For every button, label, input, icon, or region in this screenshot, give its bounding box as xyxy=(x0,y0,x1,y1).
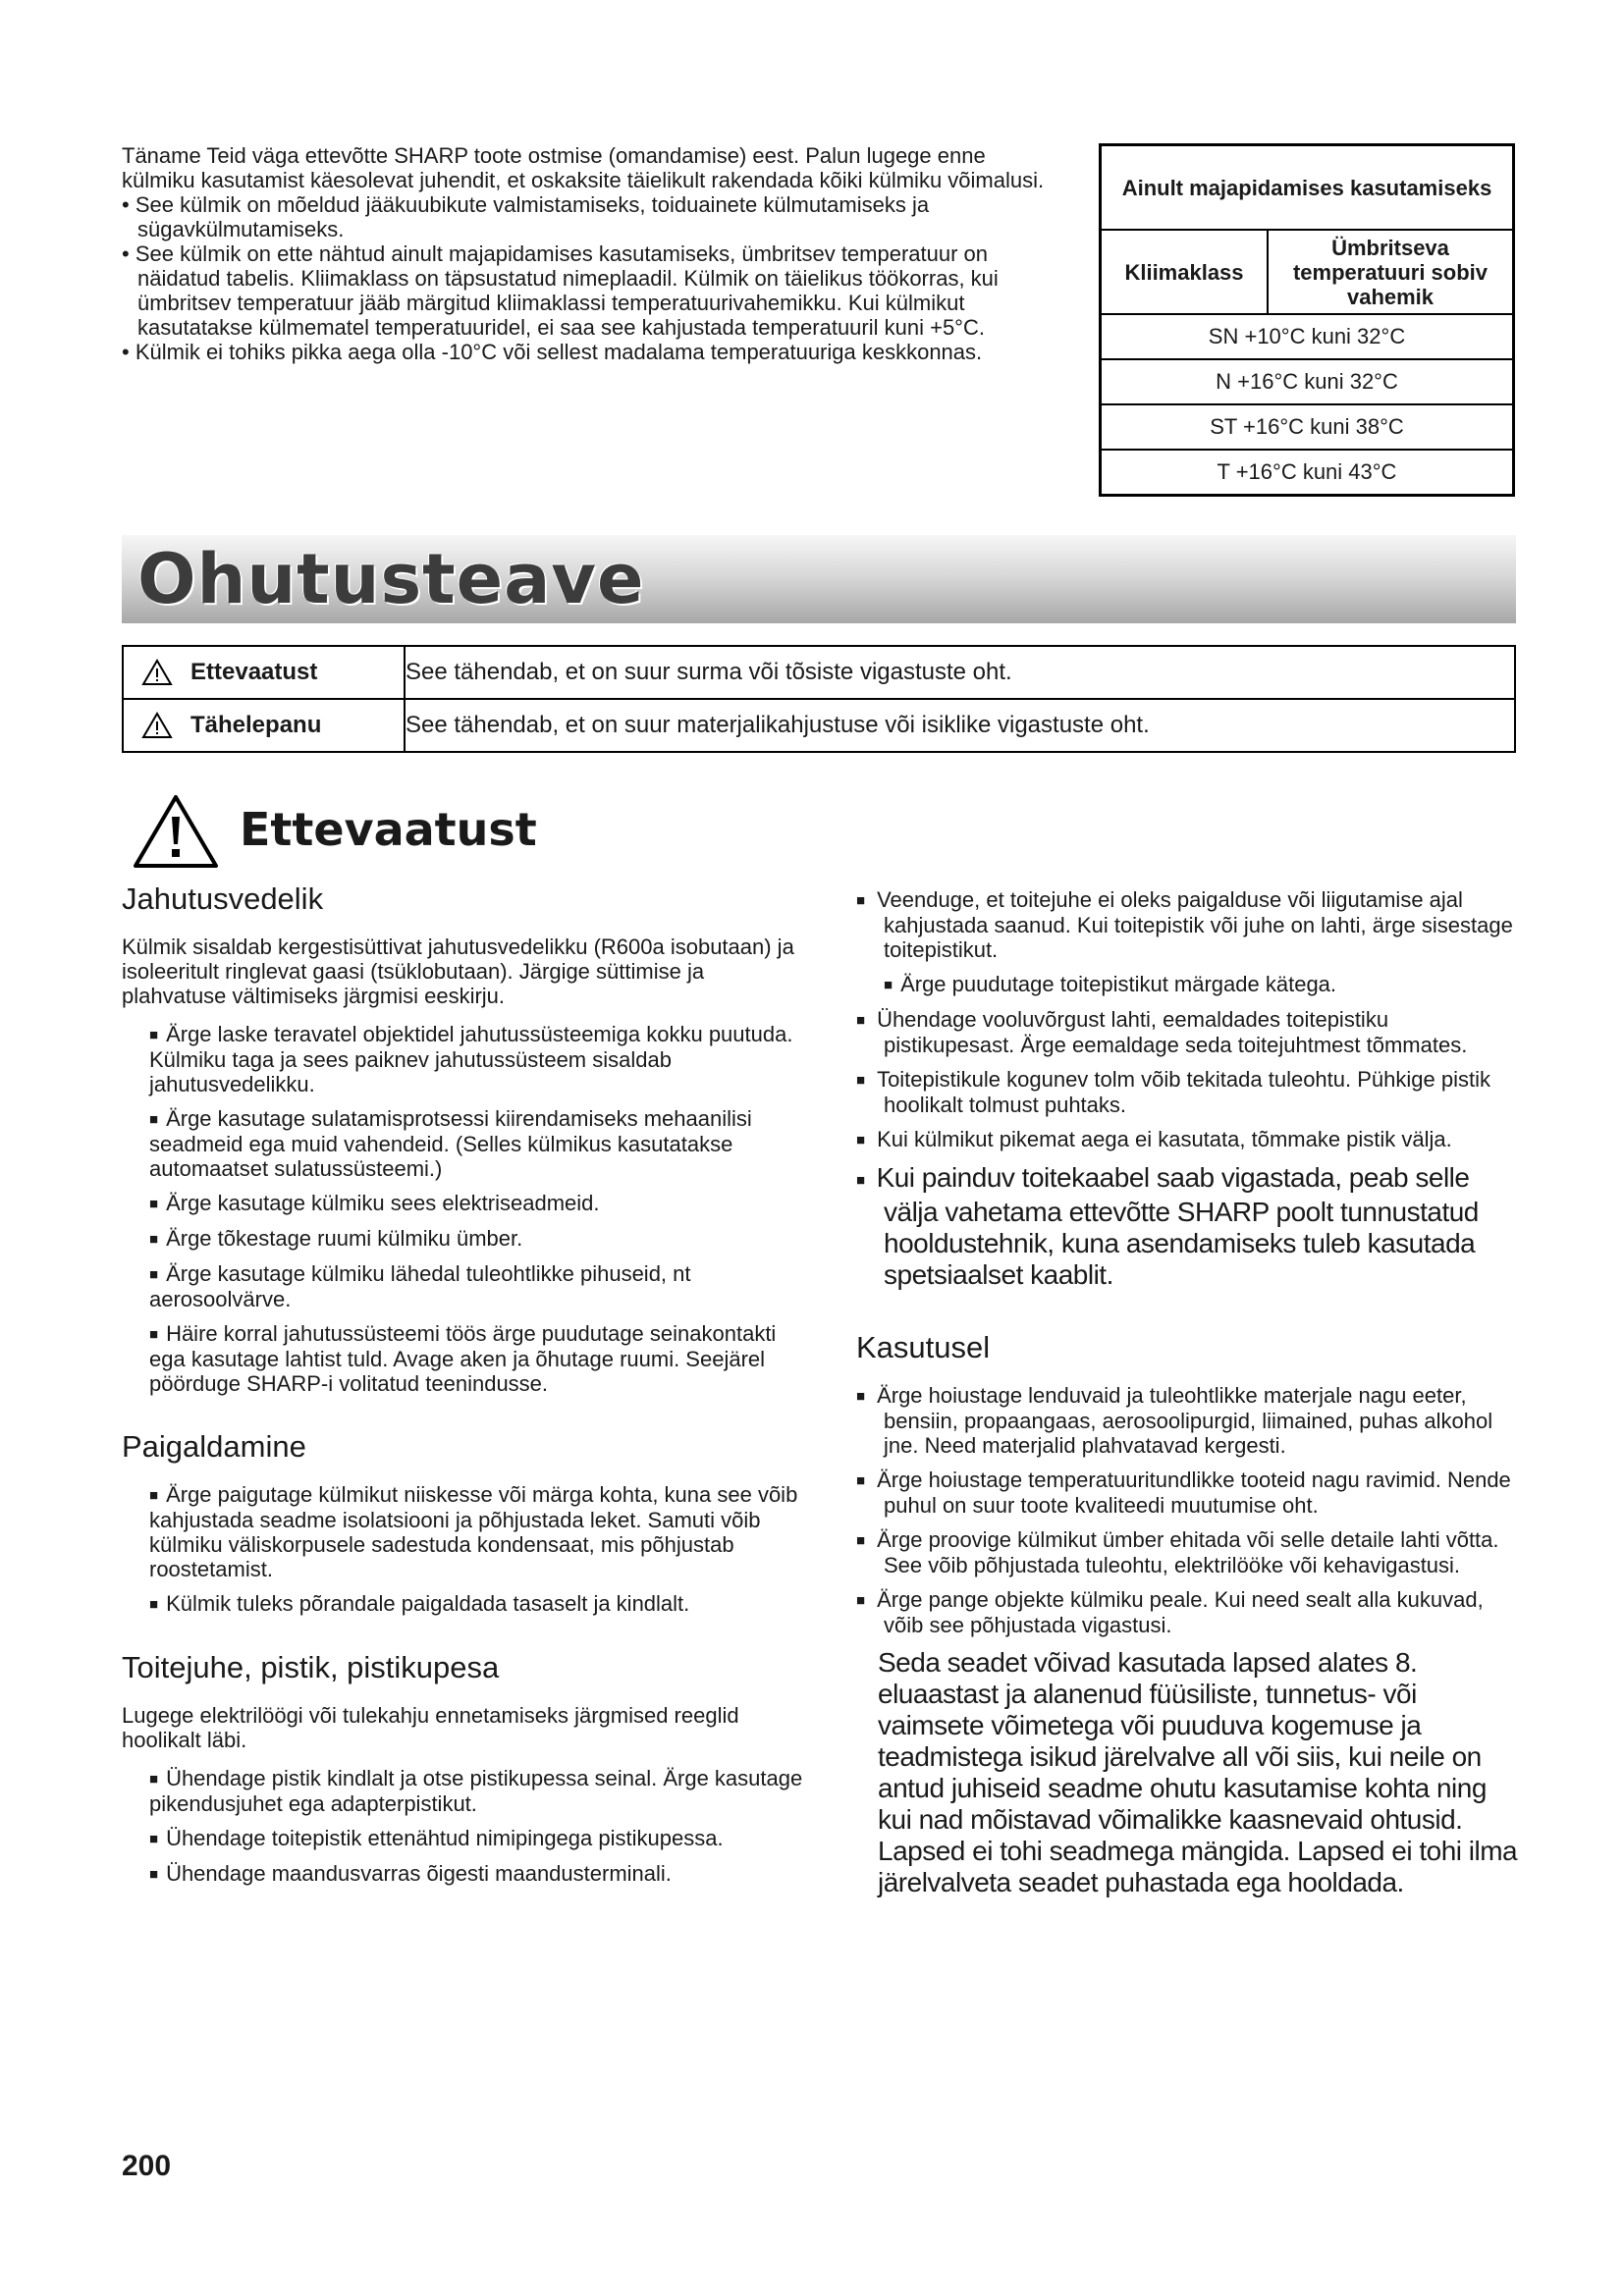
list-item: ■ Toitepistikule kogunev tolm võib tekitada tuleohtu. Pühkige pistik hoolikalt tolmust puhtaks. xyxy=(856,1067,1524,1117)
list-item: ■ Külmik tuleks põrandale paigaldada tasaselt ja kindlalt. xyxy=(122,1591,809,1617)
list-item: ■ Ühendage pistik kindlalt ja otse pistikupessa seinal. Ärge kasutage pikendusjuhet ega adapterpistikut. xyxy=(122,1766,809,1816)
paragraph: Külmik sisaldab kergestisüttivat jahutusvedelikku (R600a isobutaan) ja isoleeritult ringlevat gaasi (tsüklobutaan). Järgige süttimise ja plahvatuse vältimiseks järgmisi eeskirju. xyxy=(122,934,794,1008)
list-item: ■ Ühendage toitepistik ettenähtud nimipingega pistikupessa. xyxy=(122,1826,809,1851)
section-title: Ohutusteave xyxy=(137,539,645,619)
list-item: ■ Ühendage maandusvarras õigesti maandusterminali. xyxy=(122,1861,809,1887)
list-item: ■ Ärge kasutage külmiku lähedal tuleohtlikke pihuseid, nt aerosoolvärve. xyxy=(122,1261,809,1311)
list-item: ■ Ärge laske teravatel objektidel jahutussüsteemiga kokku puutuda. Külmiku taga ja sees paiknev jahutussüsteem sisaldab jahutusvedelikku. xyxy=(122,1022,809,1096)
list-item: ■ Ärge kasutage sulatamisprotsessi kiirendamiseks mehaanilisi seadmeid ega muid vahendeid. (Selles külmikus kasutatakse automaatset sulatussüsteemi.) xyxy=(122,1106,809,1181)
climate-row: ST +16°C kuni 38°C xyxy=(1101,404,1514,450)
list-item: ■ Ärge hoiustage lenduvaid ja tuleohtlikke materjale nagu eeter, bensiin, propaangaas, aerosoolipurgid, liimained, puhas alkohol jne. Need materjalid plahvatavad kergesti. xyxy=(856,1383,1524,1458)
list-item: ■ Kui painduv toitekaabel saab vigastada, peab selle välja vahetama ettevõtte SHARP poolt tunnustatud hooldustehnik, kuna asendamiseks tuleb kasutada spetsiaalset kaablit. xyxy=(856,1162,1524,1291)
list-item: ■ Ühendage vooluvõrgust lahti, eemaldades toitepistiku pistikupesast. Ärge eemaldage seda toitejuhtmest tõmmates. xyxy=(856,1007,1524,1057)
section-heading: Paigaldamine xyxy=(122,1429,306,1464)
climate-table-title: Ainult majapidamises kasutamiseks xyxy=(1101,145,1514,231)
intro-text xyxy=(122,143,1064,364)
climate-row: N +16°C kuni 32°C xyxy=(1101,359,1514,404)
list-item: ■ Ärge pange objekte külmiku peale. Kui need sealt alla kukuvad, võib see põhjustada vigastusi. xyxy=(856,1587,1524,1637)
list-item: ■ Ärge puudutage toitepistikut märgade kätega. xyxy=(856,972,1524,997)
climate-class-table xyxy=(1099,143,1515,497)
legend-label: Tähelepanu xyxy=(123,699,405,752)
warning-triangle-icon xyxy=(141,659,173,686)
list-item: ■ Kui külmikut pikemat aega ei kasutata, tõmmake pistik välja. xyxy=(856,1127,1524,1152)
left-column xyxy=(122,881,809,1896)
right-column xyxy=(856,887,1524,1912)
warning-triangle-icon xyxy=(141,712,173,739)
section-banner xyxy=(122,535,1516,623)
list-item: ■ Ärge hoiustage temperatuuritundlikke tooteid nagu ravimid. Nende puhul on suur toote kvaliteedi muutumise oht. xyxy=(856,1468,1524,1518)
section-heading: Kasutusel xyxy=(856,1330,991,1364)
climate-row: T +16°C kuni 43°C xyxy=(1101,450,1514,496)
list-item: ■ Ärge proovige külmikut ümber ehitada või selle detaile lahti võtta. See võib põhjustada tuleohtu, elektrilööke või kehavigastusi. xyxy=(856,1527,1524,1577)
hazard-legend xyxy=(122,645,1516,753)
page-number: 200 xyxy=(122,2150,172,2182)
paragraph: Seda seadet võivad kasutada lapsed alates 8. eluaastast ja alanenud füüsiliste, tunnetus- või vaimsete võimetega või puuduva kogemuse ja teadmistega isikud järelvalve all või siis, kui neile on antud juhiseid seadme ohutu kasutamise kohta ning kui nad mõistavad võimalikke kaasnevaid ohtusid. Lapsed ei tohi seadmega mängida. Lapsed ei tohi ilma järelvalveta seadet puhastada ega hooldada. xyxy=(878,1647,1518,1897)
intro-bullet: • See külmik on mõeldud jääkuubikute valmistamiseks, toiduainete külmutamiseks ja sügavkülmutamiseks. xyxy=(122,192,930,241)
list-item: ■ Veenduge, et toitejuhe ei oleks paigalduse või liigutamise ajal kahjustada saanud. Kui toitepistik või juhe on lahti, ärge sisestage toitepistikut. xyxy=(856,887,1524,962)
climate-row: SN +10°C kuni 32°C xyxy=(1101,314,1514,359)
intro-paragraph: Täname Teid väga ettevõtte SHARP toote ostmise (omandamise) eest. Palun lugege enne külmiku kasutamist käesolevat juhendit, et oskaksite täielikult rakendada kõiki külmiku võimalusi. xyxy=(122,143,1045,192)
section-heading: Toitejuhe, pistik, pistikupesa xyxy=(122,1650,500,1684)
intro-bullet: • Külmik ei tohiks pikka aega olla -10°C või sellest madalama temperatuuriga keskkonnas. xyxy=(122,340,983,364)
paragraph: Lugege elektrilöögi või tulekahju ennetamiseks järgmised reeglid hoolikalt läbi. xyxy=(122,1703,739,1752)
warning-triangle-icon xyxy=(132,793,220,870)
list-item: ■ Ärge kasutage külmiku sees elektriseadmeid. xyxy=(122,1191,809,1216)
list-item: ■ Ärge tõkestage ruumi külmiku ümber. xyxy=(122,1226,809,1252)
legend-text: See tähendab, et on suur surma või tõsiste vigastuste oht. xyxy=(405,646,1515,699)
list-item: ■ Ärge paigutage külmikut niiskesse või märga kohta, kuna see võib kahjustada seadme isolatsiooni ja põhjustada leket. Samuti võib külmiku väliskorpusele sadestuda kondensaat, mis põhjustab roostetamist. xyxy=(122,1482,809,1581)
temperature-range-header: Ümbritseva temperatuuri sobiv vahemik xyxy=(1268,230,1514,314)
list-item: ■ Häire korral jahutussüsteemi töös ärge puudutage seinakontakti ega kasutage lahtist tuld. Avage aken ja õhutage ruumi. Seejärel pöörduge SHARP-i volitatud teenindusse. xyxy=(122,1321,809,1396)
section-heading: Jahutusvedelik xyxy=(122,881,324,916)
legend-label: Ettevaatust xyxy=(123,646,405,699)
legend-text: See tähendab, et on suur materjalikahjustuse või isiklike vigastuste oht. xyxy=(405,699,1515,752)
climate-class-header: Kliimaklass xyxy=(1101,230,1269,314)
intro-bullet: • See külmik on ette nähtud ainult majapidamises kasutamiseks, ümbritsev temperatuur on näidatud tabelis. Kliimaklass on täpsustatud nimeplaadil. Külmik on täielikus töökorras, kui ümbritsev temperatuur jääb märgitud kliimaklassi temperatuurivahemikku. Kui külmikut kasutatakse külmematel temperatuuridel, ei saa see kahjustada temperatuuril kuni +5°C. xyxy=(122,241,999,340)
